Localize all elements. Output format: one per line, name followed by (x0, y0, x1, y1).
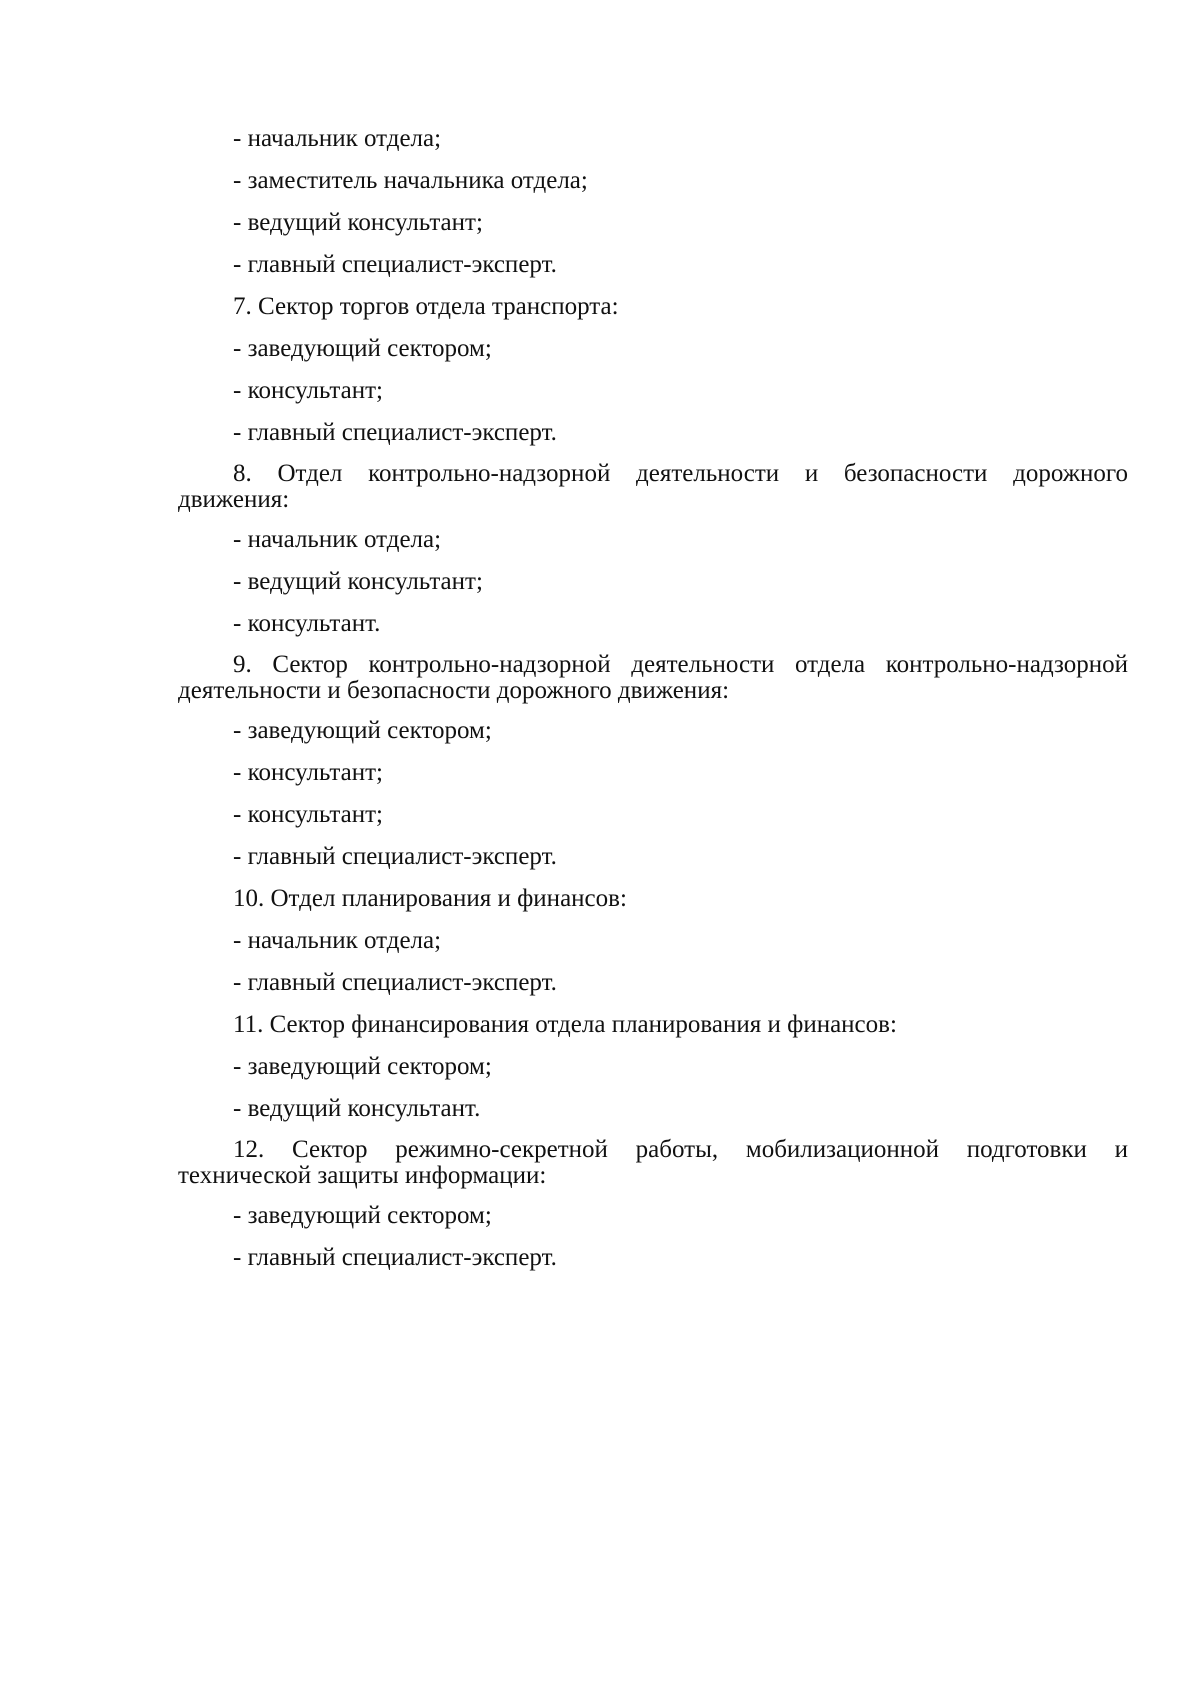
list-item: - начальник отдела; (233, 526, 442, 553)
list-item: - консультант; (233, 377, 383, 404)
list-item: - консультант; (233, 801, 383, 828)
document-body (178, 124, 1128, 1285)
list-item: - главный специалист-эксперт. (233, 251, 557, 278)
section-heading-7: 7. Сектор торгов отдела транспорта: (233, 293, 619, 320)
list-item: - главный специалист-эксперт. (233, 843, 557, 870)
list-item: - консультант; (233, 759, 383, 786)
list-item: - заместитель начальника отдела; (233, 167, 588, 194)
list-item: - заведующий сектором; (233, 1053, 492, 1080)
section-heading-8 (178, 460, 1128, 513)
heading-line: 12. Сектор режимно-секретной работы, мобилизационной подготовки и (233, 1136, 1128, 1163)
heading-line: технической защиты информации: (178, 1162, 547, 1189)
heading-line: деятельности и безопасности дорожного движения: (178, 677, 730, 704)
section-heading-10: 10. Отдел планирования и финансов: (233, 885, 627, 912)
list-item: - начальник отдела; (233, 125, 442, 152)
list-item: - ведущий консультант; (233, 209, 483, 236)
section-heading-9 (178, 651, 1128, 704)
list-item: - главный специалист-эксперт. (233, 419, 557, 446)
list-item: - начальник отдела; (233, 927, 442, 954)
list-item: - заведующий сектором; (233, 1202, 492, 1229)
list-item: - заведующий сектором; (233, 717, 492, 744)
list-item: - консультант. (233, 610, 381, 637)
list-item: - главный специалист-эксперт. (233, 969, 557, 996)
list-item: - ведущий консультант; (233, 568, 483, 595)
list-item: - главный специалист-эксперт. (233, 1244, 557, 1271)
section-heading-12 (178, 1136, 1128, 1189)
list-item: - заведующий сектором; (233, 335, 492, 362)
section-heading-11: 11. Сектор финансирования отдела планирования и финансов: (233, 1011, 897, 1038)
heading-line: движения: (178, 486, 290, 513)
heading-line: 8. Отдел контрольно-надзорной деятельности и безопасности дорожного (233, 460, 1128, 487)
list-item: - ведущий консультант. (233, 1095, 481, 1122)
heading-line: 9. Сектор контрольно-надзорной деятельности отдела контрольно-надзорной (233, 651, 1128, 678)
